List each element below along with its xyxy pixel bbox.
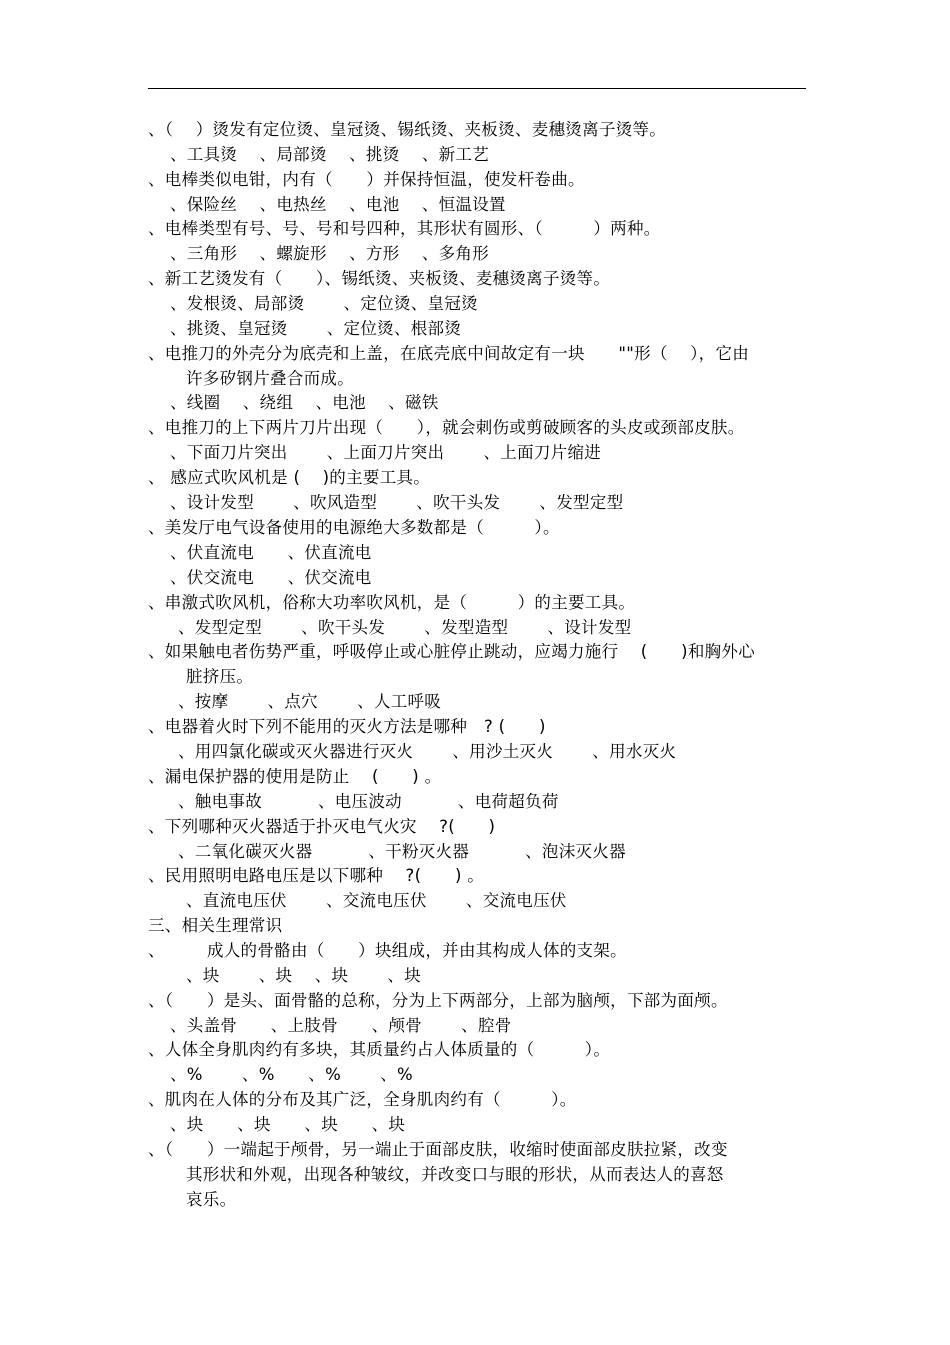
option-line: 、块 、块 、块 、块 (186, 966, 422, 985)
question-line: 、电器着火时下列不能用的灭火方法是哪种 ? ( ) (148, 717, 546, 736)
question-line: 、电棒类似电钳，内有（ ）并保持恒温，使发杆卷曲。 (148, 170, 585, 189)
option-line: 、三角形 、螺旋形 、方形 、多角形 (170, 244, 490, 263)
question-line: 、电推刀的上下两片刀片出现（ ），就会刺伤或剪破顾客的头皮或颈部皮肤。 (148, 418, 745, 437)
question-line: 、（ ）是头、面骨骼的总称，分为上下两部分，上部为脑颅，下部为面颅。 (148, 991, 728, 1010)
option-line: 、设计发型 、吹风造型 、吹干头发 、发型定型 (170, 493, 624, 512)
question-line: 、漏电保护器的使用是防止 ( ) 。 (148, 767, 442, 786)
option-line: 、触电事故 、电压波动 、电荷超负荷 (178, 792, 559, 811)
question-continuation: 哀乐。 (186, 1190, 237, 1209)
option-line: 、按摩 、点穴 、人工呼吸 (178, 692, 442, 711)
question-continuation: 其形状和外观，出现各种皱纹，并改变口与眼的形状，从而表达人的喜怒 (186, 1165, 724, 1184)
option-line: 、保险丝 、电热丝 、电池 、恒温设置 (170, 195, 506, 214)
header-rule (148, 88, 806, 89)
option-line: 、用四氯化碳或灭火器进行灭火 、用沙土灭火 、用水灭火 (178, 742, 677, 761)
question-line: 、新工艺烫发有（ ）、锡纸烫、夹板烫、麦穗烫离子烫等。 (148, 269, 611, 288)
question-continuation: 许多矽钢片叠合而成。 (186, 369, 354, 388)
question-continuation: 脏挤压。 (186, 667, 254, 686)
question-line: 、人体全身肌肉约有多块，其质量约占人体质量的（ ）。 (148, 1040, 611, 1059)
question-line: 、下列哪种灭火器适于扑灭电气火灾 ?( ) (148, 817, 496, 836)
question-line: 、民用照明电路电压是以下哪种 ?( ) 。 (148, 866, 485, 885)
section-heading: 三、相关生理常识 (148, 916, 283, 935)
question-line: 、串激式吹风机，俗称大功率吹风机，是（ ）的主要工具。 (148, 593, 636, 612)
option-line: 、直流电压伏 、交流电压伏 、交流电压伏 (186, 891, 567, 910)
option-line: 、挑烫、皇冠烫 、定位烫、根部烫 (170, 319, 462, 338)
question-line: 、电推刀的外壳分为底壳和上盖，在底壳底中间故定有一块 ""形（ ），它由 (148, 344, 750, 363)
option-line: 、伏直流电 、伏直流电 (170, 543, 372, 562)
option-line: 、工具烫 、局部烫 、挑烫 、新工艺 (170, 145, 490, 164)
question-line: 、电棒类型有号、号、号和号四种，其形状有圆形、（ ）两种。 (148, 219, 661, 238)
option-line: 、块 、块 、块 、块 (170, 1115, 406, 1134)
option-line: 、发型定型 、吹干头发 、发型造型 、设计发型 (178, 618, 632, 637)
question-line: 、（ ）烫发有定位烫、皇冠烫、锡纸烫、夹板烫、麦穗烫离子烫等。 (148, 120, 667, 139)
question-line: 、（ ）一端起于颅骨，另一端止于面部皮肤，收缩时使面部皮肤拉紧，改变 (148, 1140, 728, 1159)
question-line: 、如果触电者伤势严重，呼吸停止或心脏停止跳动，应竭力施行 ( )和胸外心 (148, 642, 756, 661)
option-line: 、二氧化碳灭火器 、干粉灭火器 、泡沫灭火器 (178, 842, 626, 861)
option-line: 、发根烫、局部烫 、定位烫、皇冠烫 (170, 294, 478, 313)
question-line: 、 成人的骨骼由（ ）块组成，并由其构成人体的支架。 (148, 941, 627, 960)
option-line: 、% 、% 、% 、% (170, 1065, 414, 1084)
option-line: 、下面刀片突出 、上面刀片突出 、上面刀片缩进 (170, 443, 602, 462)
option-line: 、头盖骨 、上肢骨 、颅骨 、腔骨 (170, 1016, 512, 1035)
option-line: 、伏交流电 、伏交流电 (170, 568, 372, 587)
question-line: 、 感应式吹风机是 ( )的主要工具。 (148, 468, 431, 487)
question-line: 、肌肉在人体的分布及其广泛，全身肌肉约有（ ）。 (148, 1090, 577, 1109)
question-line: 、美发厅电气设备使用的电源绝大多数都是（ ）。 (148, 518, 560, 537)
option-line: 、线圈 、绕组 、电池 、磁铁 (170, 393, 439, 412)
